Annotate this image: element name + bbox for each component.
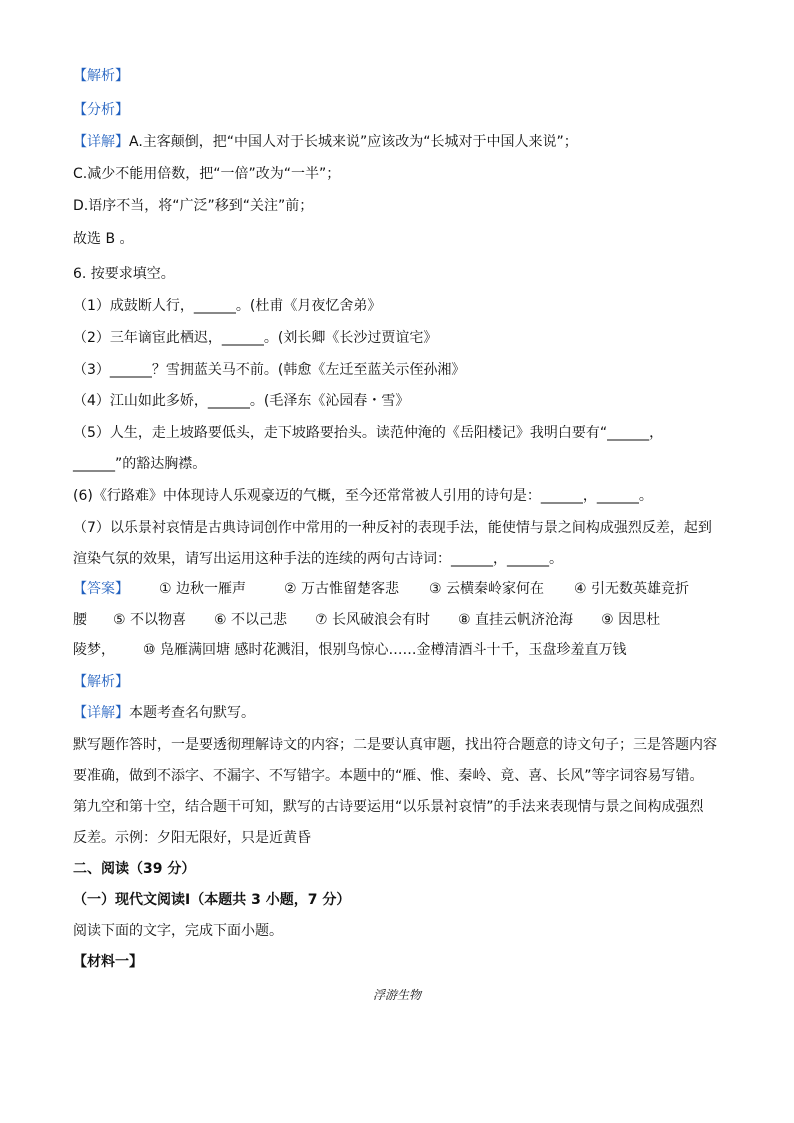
question-6-item-7b: 渲染气氛的效果，请写出运用这种手法的连续的两句古诗词：______，______。 [73,551,563,567]
question-6-item-5a: （5）人生，走上坡路要低头，走下坡路要抬头。读范仲淹的《岳阳楼记》我明白要有“______， [73,425,664,441]
jiexi-label-2: 【解析】 [73,674,129,690]
answer-6: ⑥ 不以己悲 [214,612,288,628]
question-6-item-4: （4）江山如此多娇，______。(毛泽东《沁园春・雪》 [73,393,410,409]
xiangjie-label-2: 【详解】 [73,705,129,721]
subsection-1-heading: （一）现代文阅读Ⅰ（本题共 3 小题，7 分） [73,892,351,908]
material-caption: 浮游生物 [372,988,421,1002]
analysis-para-1: 默写题作答时，一是要透彻理解诗文的内容；二是要认真审题，找出符合题意的诗文句子；三是答题内容 [73,737,717,753]
question-6-title: 6. 按要求填空。 [73,266,175,282]
answer-8: ⑧ 直挂云帆济沧海 [458,612,574,628]
xiangjie-line-2 [73,704,255,722]
xiangjie-label-1: 【详解】 [73,134,129,150]
answer-10: ⑩ 凫雁满回塘 感时花溅泪，恨别鸟惊心……金樽清酒斗十千，玉盘珍羞直万钱 [143,642,627,658]
option-c-explanation: C.减少不能用倍数，把“一倍”改为“一半”； [73,166,341,182]
answer-row-3 [73,641,626,659]
answer-row-2 [73,611,660,629]
analysis-para-3: 第九空和第十空，结合题干可知，默写的古诗要运用“以乐景衬哀情”的手法来表现情与景之间构成强烈 [73,799,704,815]
question-6-item-2: （2）三年谪宦此栖迟，______。(刘长卿《长沙过贾谊宅》 [73,330,438,346]
xiangjie-text-2: 本题考查名句默写。 [129,705,255,721]
question-6-item-6: (6)《行路难》中体现诗人乐观豪迈的气概，至今还常常被人引用的诗句是：______，______。 [73,488,653,504]
material-1-label: 【材料一】 [73,954,143,970]
answer-7: ⑦ 长风破浪会有时 [315,612,431,628]
reading-instructions: 阅读下面的文字，完成下面小题。 [73,923,283,939]
question-6-item-3: （3）______？雪拥蓝关马不前。(韩愈《左迁至蓝关示侄孙湘》 [73,362,466,378]
answer-4a: ④ 引无数英雄竞折 [574,581,690,597]
answer-9a: ⑨ 因思杜 [601,612,661,628]
section-2-heading: 二、阅读（39 分） [73,861,196,877]
option-d-explanation: D.语序不当，将“广泛”移到“关注”前； [73,198,314,214]
answer-3: ③ 云横秦岭家何在 [429,581,545,597]
xiangjie-text-1: A.主客颠倒，把“中国人对于长城来说”应该改为“长城对于中国人来说”； [129,134,578,150]
answer-5: ⑤ 不以物喜 [113,612,187,628]
analysis-para-2: 要准确，做到不添字、不漏字、不写错字。本题中的“雁、惟、秦岭、竟、喜、长风”等字词容易写错。 [73,768,704,784]
answer-1: ① 边秋一雁声 [159,581,247,597]
answer-9b: 陵梦， [73,642,115,658]
question-6-item-5b: ______”的豁达胸襟。 [73,456,207,472]
question-6-item-1: （1）成鼓断人行，______。(杜甫《月夜忆舍弟》 [73,298,382,314]
xiangjie-line-1 [73,133,578,151]
question-6-item-7a: （7）以乐景衬哀情是古典诗词创作中常用的一种反衬的表现手法，能使情与景之间构成强烈反差，起到 [73,520,712,536]
jiexi-label-1: 【解析】 [73,68,129,84]
fenxi-label: 【分析】 [73,102,129,118]
conclusion: 故选 B 。 [73,231,134,247]
answer-row-1 [73,580,689,598]
analysis-para-4: 反差。示例：夕阳无限好，只是近黄昏 [73,830,311,846]
answer-2: ② 万古惟留楚客悲 [284,581,400,597]
answer-label: 【答案】 [73,581,129,597]
answer-4b: 腰 [73,612,87,628]
